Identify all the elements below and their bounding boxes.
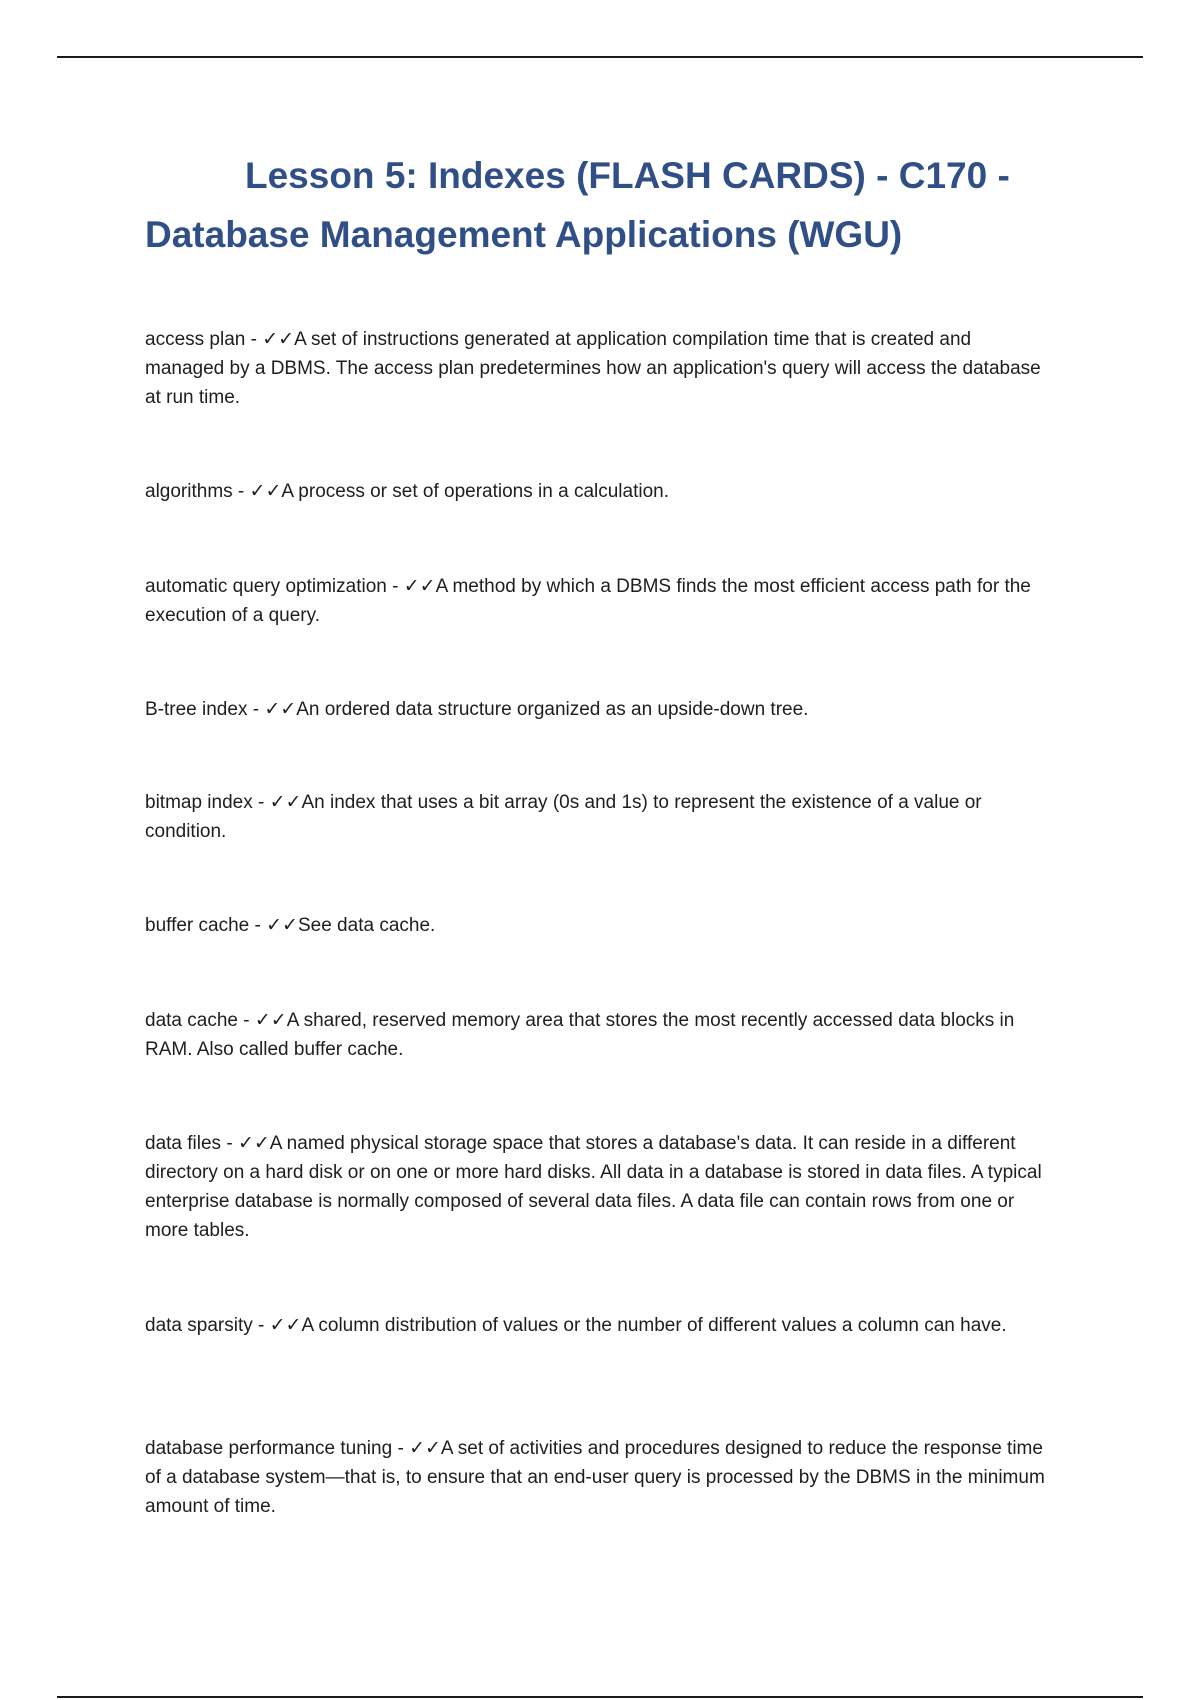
card-definition: A set of activities and procedures designed to reduce the response time of a database system—that is, to ensure that an end-user query is processed by the DBMS in the minimum amount of time. <box>145 1438 1045 1517</box>
flash-card <box>145 1311 1050 1340</box>
check-mark-icon: ✓✓ <box>262 329 295 350</box>
header-rule <box>57 56 1143 58</box>
check-mark-icon: ✓✓ <box>403 576 436 597</box>
card-definition: A method by which a DBMS finds the most efficient access path for the execution of a query. <box>145 576 1031 626</box>
check-mark-icon: ✓✓ <box>409 1438 441 1459</box>
flash-card <box>145 325 1050 412</box>
card-definition: A named physical storage space that stores a database's data. It can reside in a different directory on a hard disk or on one or more hard disks. All data in a database is stored in data files. A typical enterprise database is normally composed of several data files. A data file can contain rows from one or more tables. <box>145 1133 1042 1241</box>
card-term: algorithms <box>145 481 233 502</box>
term-separator: - <box>392 1438 410 1459</box>
term-separator: - <box>252 792 270 813</box>
check-mark-icon: ✓✓ <box>264 699 297 720</box>
card-term: access plan <box>145 329 246 350</box>
term-separator: - <box>249 915 267 936</box>
title-line-2: Database Management Applications (WGU) <box>145 214 903 255</box>
flash-card <box>145 788 1050 846</box>
term-separator: - <box>237 1010 255 1031</box>
card-definition: A column distribution of values or the number of different values a column can have. <box>301 1315 1007 1336</box>
card-term: B-tree index <box>145 699 248 720</box>
card-term: data files <box>145 1133 222 1154</box>
check-mark-icon: ✓✓ <box>266 915 298 936</box>
flash-card <box>145 1129 1050 1245</box>
card-definition: An index that uses a bit array (0s and 1s) to represent the existence of a value or condition. <box>145 792 982 842</box>
footer-rule <box>57 1696 1143 1698</box>
check-mark-icon: ✓✓ <box>237 1133 270 1154</box>
card-term: data sparsity <box>145 1315 253 1336</box>
check-mark-icon: ✓✓ <box>249 481 282 502</box>
flash-card <box>145 1006 1050 1064</box>
card-definition: A set of instructions generated at application compilation time that is created and managed by a DBMS. The access plan predetermines how an application's query will access the database at run time. <box>145 329 1041 408</box>
term-separator: - <box>245 329 263 350</box>
card-definition: See data cache. <box>297 915 436 936</box>
card-definition: A process or set of operations in a calculation. <box>281 481 669 502</box>
card-definition: A shared, reserved memory area that stores the most recently accessed data blocks in RAM. Also called buffer cache. <box>145 1010 1015 1060</box>
flash-card <box>145 1434 1050 1521</box>
card-term: bitmap index <box>145 792 253 813</box>
card-term: database performance tuning <box>145 1438 393 1459</box>
term-separator: - <box>252 1315 270 1336</box>
card-term: data cache <box>145 1010 238 1031</box>
flash-card <box>145 911 1050 940</box>
check-mark-icon: ✓✓ <box>269 1315 302 1336</box>
card-definition: An ordered data structure organized as an upside-down tree. <box>296 699 809 720</box>
term-separator: - <box>221 1133 238 1154</box>
page-title <box>145 146 1045 264</box>
card-term: buffer cache <box>145 915 250 936</box>
term-separator: - <box>386 576 404 597</box>
flash-card <box>145 477 1050 506</box>
flash-card <box>145 572 1050 630</box>
title-line-1: Lesson 5: Indexes (FLASH CARDS) - C170 - <box>245 155 1010 196</box>
card-term: automatic query optimization <box>145 576 387 597</box>
check-mark-icon: ✓✓ <box>254 1010 287 1031</box>
term-separator: - <box>247 699 265 720</box>
check-mark-icon: ✓✓ <box>269 792 302 813</box>
flash-card <box>145 695 1050 724</box>
term-separator: - <box>232 481 250 502</box>
